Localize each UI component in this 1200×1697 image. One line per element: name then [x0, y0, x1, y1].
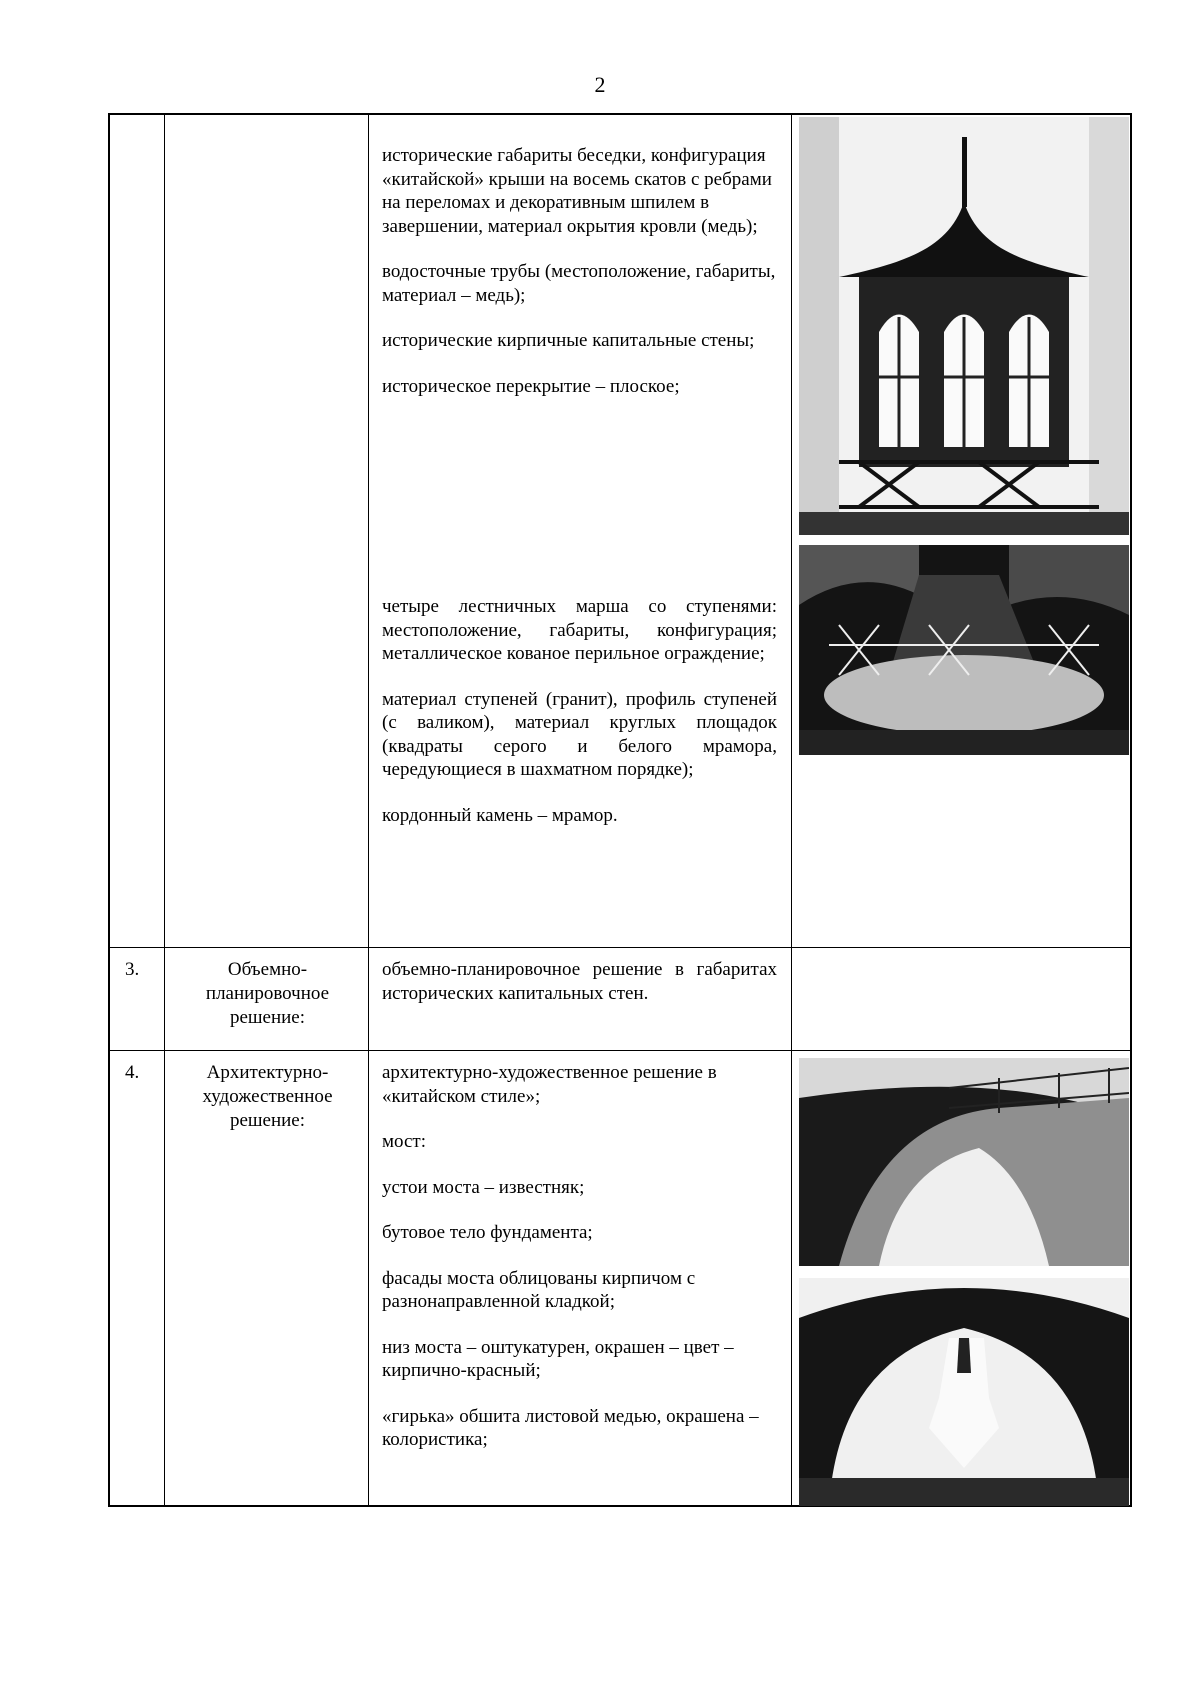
paragraph: историческое перекрытие – плоское;: [382, 375, 680, 397]
row-name: Архитектурно-художественное решение:: [202, 1062, 333, 1131]
paragraph: архитектурно-художественное решение в «китайском стиле»;: [382, 1062, 717, 1107]
paragraph: четыре лестничных марша со ступенями: местоположение, габариты, конфигурация; металлическое кованое перильное ограждение;: [382, 596, 777, 664]
paragraph: устои моста – известняк;: [382, 1176, 585, 1198]
paragraph: фасады моста облицованы кирпичом с разнонаправленной кладкой;: [382, 1267, 696, 1312]
row-name: Объемно-планировочное решение:: [205, 959, 330, 1028]
row4-text: [382, 1061, 777, 1474]
paragraph: кордонный камень – мрамор.: [382, 804, 618, 826]
paragraph: мост:: [382, 1131, 427, 1152]
document-table: [108, 113, 1132, 1507]
row3-text: [382, 958, 777, 1005]
column-divider: [791, 115, 792, 1505]
paragraph: «гирька» обшита листовой медью, окрашена – колористика;: [382, 1405, 759, 1450]
paragraph: водосточные трубы (местоположение, габариты, материал – медь);: [382, 261, 776, 306]
paragraph: исторические габариты беседки, конфигурация «китайской» крыши на восемь скатов с ребрами на переломах и декоративным шпилем в завершении, материал окрытия кровли (медь);: [382, 145, 772, 237]
continued-row-text: [382, 144, 777, 420]
gazebo-photo: [799, 117, 1129, 535]
column-divider: [368, 115, 369, 1505]
paragraph: материал ступеней (гранит), профиль ступеней (с валиком), материал круглых площадок (квадраты серого и белого мрамора, чередующиеся в шахматном порядке);: [382, 688, 777, 780]
paragraph: бутовое тело фундамента;: [382, 1222, 593, 1243]
continued-row-text-lower: [382, 595, 777, 849]
row-divider: [110, 1050, 1130, 1051]
stairs-photo: [799, 545, 1129, 755]
bridge-photo: [799, 1058, 1129, 1266]
paragraph: низ моста – оштукатурен, окрашен – цвет – кирпично-красный;: [382, 1336, 734, 1381]
column-divider: [164, 115, 165, 1505]
bridge-arch-photo: [799, 1278, 1129, 1506]
paragraph: объемно-планировочное решение в габаритах исторических капитальных стен.: [382, 959, 777, 1004]
row-divider: [110, 947, 1130, 948]
row-number: 3.: [125, 959, 140, 980]
paragraph: исторические кирпичные капитальные стены;: [382, 330, 755, 351]
page-number: 2: [594, 72, 606, 97]
row-number: 4.: [125, 1062, 140, 1083]
